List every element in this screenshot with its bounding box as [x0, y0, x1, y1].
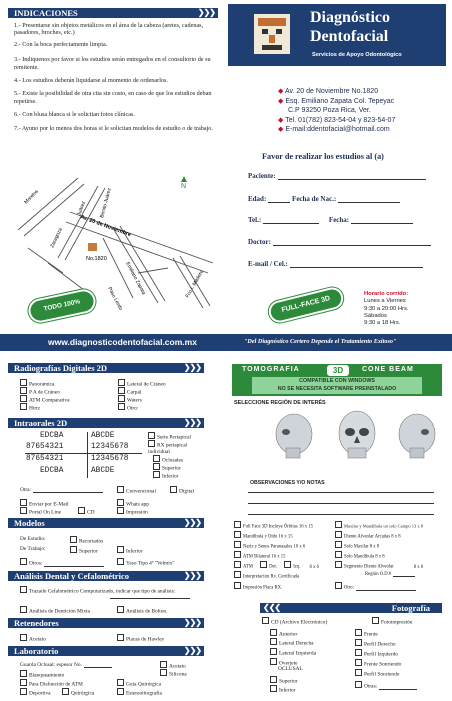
intra-digital[interactable]: Digital [170, 486, 194, 495]
tomo-interpretacion[interactable]: Interpretación Rx. Certificada [234, 571, 299, 580]
tomografia-label: TOMOGRAFIA [242, 366, 300, 373]
foto-cd[interactable]: CD (Archivo Electrónico) [262, 617, 327, 626]
radio-left-1[interactable]: P A de Cráneo [20, 387, 60, 396]
modelos-inferior[interactable]: Inferior [117, 546, 142, 555]
compat-box [252, 377, 422, 394]
checkbox[interactable] [335, 521, 342, 528]
indicaciones-title: INDICACIONES [14, 8, 78, 18]
paciente-field[interactable]: Paciente: [248, 171, 426, 180]
modelos-title-bar [8, 518, 204, 528]
foto-left-1[interactable]: Lateral Derecha [270, 638, 314, 647]
tomo-opt-right-1[interactable]: Diente Alveolar Arcadas 8 x 8 [335, 531, 401, 540]
skull-lateral-left-icon[interactable] [276, 414, 312, 458]
checkbox[interactable] [335, 561, 342, 568]
checkbox[interactable] [270, 629, 277, 636]
checkbox[interactable] [355, 659, 362, 666]
indicaciones-title-bar [8, 8, 218, 18]
checkbox[interactable] [20, 403, 27, 410]
checkbox[interactable] [118, 395, 125, 402]
checkbox[interactable] [335, 582, 342, 589]
analisis-title: Análisis Dental y Cefalométrico [14, 571, 129, 581]
intra-opt-oclusales[interactable]: Oclusales [153, 455, 183, 464]
compat-line2: NO SE NECESITA SOFTWARE PREINSTALADO [277, 385, 397, 392]
checkbox[interactable] [20, 558, 27, 565]
checkbox[interactable] [234, 551, 241, 558]
radiografias-title-bar [8, 363, 204, 373]
intra-convencional[interactable]: Convencional [117, 486, 156, 495]
foto-fotoimpresion[interactable]: Fotoimpresión [372, 617, 412, 626]
slogan: "Del Diagnóstico Certero Depende el Tratamiento Exitoso" [244, 338, 397, 345]
brand-name-line2: Dentofacial [310, 28, 389, 45]
indicacion-item: 1.- Presentarse sin objetos metálicos en el área de la cabeza (aretes, cadenas, pasadores, broches, etc.) [14, 22, 204, 37]
analisis-trazado[interactable]: Trazado Cefalométrico Computarizado, indicar que tipo de análisis: [20, 586, 180, 595]
lab-atm[interactable]: Para Disfunción de ATM [20, 679, 83, 688]
radio-right-1[interactable]: Carpal [118, 387, 141, 396]
arrows-icon: ❯❯❯ [183, 618, 201, 627]
contact-block [278, 87, 395, 135]
observaciones-line[interactable] [248, 503, 434, 504]
lab-blanqueamiento[interactable]: Blanqueamiento [20, 670, 64, 679]
intra-portal[interactable]: Portal On Line [20, 507, 61, 516]
checkbox[interactable] [20, 679, 27, 686]
footer-bar [0, 334, 452, 351]
teeth-numbers-lower-right[interactable]: 12345678 [91, 455, 129, 463]
checkbox[interactable] [117, 679, 124, 686]
checkbox[interactable] [20, 634, 27, 641]
foto-left-4: OCLUSAL [278, 666, 303, 672]
tomo-opt-atm[interactable]: ATM Der. Izq. 8 x 6 [234, 561, 319, 570]
modelos-superior[interactable]: Superior [70, 546, 98, 555]
modelos-estudio: De Estudio: [20, 536, 46, 542]
north-arrow-icon [181, 176, 187, 182]
skull-lateral-right-icon[interactable] [399, 414, 435, 458]
street-label: Fco I. Madero [184, 269, 206, 299]
intra-email[interactable]: Enviar por E-Mail [20, 499, 69, 508]
teeth-letters-lower-right[interactable]: ABCDE [91, 467, 115, 475]
website-link[interactable]: www.diagnosticodentofacial.com.mx [48, 337, 197, 347]
tomografia-3d-label: 3D [332, 366, 344, 375]
intra-opt-individual[interactable]: RX periapical individual [148, 440, 202, 455]
checkbox[interactable] [62, 688, 69, 695]
checkbox[interactable] [118, 403, 125, 410]
intraorales-title-bar [8, 418, 204, 428]
mask-logo-icon [252, 12, 292, 56]
horario-block [364, 291, 408, 327]
checkbox[interactable] [20, 387, 27, 394]
checkbox[interactable] [270, 648, 277, 655]
tomografia-3d-badge [327, 365, 349, 376]
tomo-region-od[interactable]: Región O.D.# [365, 571, 415, 577]
checkbox[interactable] [117, 634, 124, 641]
checkbox[interactable] [20, 670, 27, 677]
location-marker [88, 243, 97, 251]
foto-right-0[interactable]: Frente [355, 629, 378, 638]
north-label: N [181, 183, 187, 190]
foto-right-3[interactable]: Frente Sonriendo [355, 659, 401, 668]
modelos-recortados[interactable]: Recortados [70, 536, 103, 545]
checkbox[interactable] [78, 507, 85, 514]
cone-beam-label: CONE BEAM [362, 366, 414, 373]
checkbox[interactable] [355, 681, 362, 688]
observaciones-line[interactable] [248, 514, 434, 515]
contact-line: ◆ Tel. 01(782) 823-54-04 y 823-54-07 [278, 116, 396, 124]
checkbox[interactable] [234, 531, 241, 538]
street-label: Juárez [76, 200, 88, 217]
checkbox[interactable] [335, 541, 342, 548]
indicacion-item: 4.- Los estudios deberán liquidarse al momento de ordenarlos. [14, 77, 168, 85]
checkbox[interactable] [372, 617, 379, 624]
intraorales-title: Intraorales 2D [14, 418, 68, 428]
street-label: Av. 20 de Noviembre [79, 214, 132, 239]
checkbox[interactable] [170, 486, 177, 493]
intra-impresion[interactable]: Impresión [117, 507, 148, 516]
lab-acetato[interactable]: Acetato [160, 661, 186, 670]
intra-opt-inferior[interactable]: Inferior [153, 471, 178, 480]
indicaciones-list [14, 22, 214, 132]
retenedores-title: Retenedores [14, 618, 59, 628]
checkbox[interactable] [335, 531, 342, 538]
compat-line1: COMPATIBLE CON WINDOWS [299, 378, 375, 384]
radio-left-0[interactable]: Panorámica [20, 379, 54, 388]
tomografia-banner [232, 364, 442, 396]
modelos-title: Modelos [14, 518, 45, 528]
checkbox[interactable] [20, 395, 27, 402]
lab-quirurgica[interactable]: Quirúrgica [62, 688, 94, 697]
checkbox[interactable] [117, 546, 124, 553]
checkbox[interactable] [335, 551, 342, 558]
checkbox[interactable] [355, 669, 362, 676]
observaciones-label: OBSERVACIONES Y/O NOTAS [250, 480, 325, 486]
skull-diagram[interactable] [272, 408, 444, 470]
arrows-icon: ❯❯❯ [183, 418, 201, 427]
checkbox[interactable] [117, 688, 124, 695]
radio-right-2[interactable]: Waters [118, 395, 142, 404]
checkbox[interactable] [117, 486, 124, 493]
checkbox[interactable] [234, 521, 241, 528]
checkbox[interactable] [117, 507, 124, 514]
foto-right-1[interactable]: Perfil Derecho [355, 639, 396, 648]
teeth-numbers-lower-left[interactable]: 87654321 [26, 455, 64, 463]
teeth-letters-lower-left[interactable]: EDCBA [40, 467, 64, 475]
tomo-opt-right-0[interactable]: Maxilar y Mandíbula un solo Campo 13 x 8 [335, 521, 423, 529]
checkbox[interactable] [234, 571, 241, 578]
foto-left-5[interactable]: Superior [270, 676, 298, 685]
intra-opt-superior[interactable]: Superior [153, 463, 181, 472]
indicacion-item: 3.- Indiquenos por favor si los estudios serán entregados en el consultorio de su remitente. [14, 56, 211, 71]
checkbox[interactable] [234, 541, 241, 548]
radio-left-3[interactable]: Hirtz [20, 403, 40, 412]
analisis-denticion[interactable]: Análisis de Dentición Mixta [20, 606, 90, 615]
contact-line: ◆ Esq. Emiliano Zapata Col. Tepeyac [278, 97, 395, 105]
checkbox[interactable] [270, 638, 277, 645]
checkbox[interactable] [270, 685, 277, 692]
checkbox[interactable] [20, 507, 27, 514]
observaciones-line[interactable] [248, 492, 434, 493]
lab-silicona[interactable]: Silicona [160, 669, 187, 678]
checkbox[interactable] [153, 455, 160, 462]
checkbox[interactable] [284, 561, 291, 568]
horario-line: Lunes a Viernes [364, 298, 406, 305]
retenedores-hawley[interactable]: Placas de Hawley [117, 634, 164, 643]
horario-title: Horario corrido: [364, 291, 409, 297]
brand-name-line1: Diagnóstico [310, 9, 390, 26]
logo-banner [228, 4, 446, 66]
checkbox[interactable] [20, 586, 27, 593]
retenedores-title-bar [8, 618, 204, 628]
contact-line: C.P 93250 Poza Rica, Ver. [288, 107, 371, 115]
teeth-numbers-upper-right[interactable]: 12345678 [91, 443, 129, 451]
checkbox[interactable] [160, 661, 167, 668]
indicacion-item: 7.- Ayuno por lo menos dos horas si le solicitan modelos de estudio o de trabajo. [14, 124, 213, 132]
tomo-otro[interactable]: Otro: [335, 582, 416, 591]
tomo-opt-left-2[interactable]: Nariz y Senos Paranasales 10 x 6 [234, 541, 305, 550]
lab-guarda[interactable]: Guarda Oclusal: espesor No. [20, 661, 112, 668]
horario-line: 9:30 a 20:00 Hrs. [364, 305, 409, 312]
checkbox[interactable] [148, 432, 155, 439]
indicacion-item: 5.- Existe la posibilidad de otra cita sin costo, en caso de que los estudios deban repetirse. [14, 90, 212, 105]
horario-line: 9:30 a 18 Hrs. [364, 320, 401, 327]
checkbox[interactable] [260, 561, 267, 568]
checkbox[interactable] [160, 669, 167, 676]
brand-tagline: Servicios de Apoyo Odontológico [312, 52, 402, 58]
teeth-divider [25, 453, 142, 454]
fotografia-title-bar [260, 603, 442, 613]
arrows-icon: ❮❮❮ [263, 603, 281, 612]
street-label: Benito Juárez [99, 187, 113, 219]
analisis-bolton[interactable]: Análisis de Bolton. [117, 606, 167, 615]
edad-field[interactable]: Edad: Fecha de Nac.: [248, 194, 400, 203]
digital-badge-label: TODO 100% DIGITAL [43, 298, 81, 332]
retenedores-acetato[interactable]: Acetato [20, 634, 46, 643]
fotografia-title: Fotografía [391, 603, 430, 613]
intra-otra[interactable]: Otra: [20, 486, 103, 493]
arrows-icon: ❯❯❯ [183, 363, 201, 372]
contact-line: ◆ Av. 20 de Noviembre No.1820 [278, 88, 379, 95]
tomo-impresion[interactable]: Impresión Placa RX. [234, 582, 282, 591]
checkbox[interactable] [153, 463, 160, 470]
checkbox[interactable] [20, 379, 27, 386]
skull-frontal-icon[interactable] [339, 411, 375, 458]
checkbox[interactable] [117, 558, 124, 565]
foto-right-2[interactable]: Perfil Izquierdo [355, 649, 398, 658]
tomo-opt-left-0[interactable]: Full Face 3D Incluye Órbitas 16 x 15 [234, 521, 313, 530]
checkbox[interactable] [270, 658, 277, 665]
foto-right-4[interactable]: Perfil Sonriendo [355, 669, 399, 678]
arrows-icon: ❯❯❯ [197, 8, 215, 17]
lab-estereo[interactable]: Estereolitografía [117, 688, 162, 697]
tomo-opt-left-3[interactable]: ATM Bilateral 16 x 15 [234, 551, 285, 560]
modelos-otros[interactable]: Otros: [20, 558, 104, 567]
checkbox[interactable] [70, 546, 77, 553]
location-map [8, 168, 223, 320]
teeth-letters-upper-right[interactable]: ABCDE [91, 432, 115, 440]
checkbox[interactable] [20, 688, 27, 695]
checkbox[interactable] [355, 639, 362, 646]
laboratorio-title-bar [8, 646, 204, 656]
lab-guia[interactable]: Guía Quirúrgica [117, 679, 161, 688]
horario-line: Sábados [364, 312, 387, 319]
street-label: Paso Lerdo [106, 286, 124, 312]
checkbox[interactable] [117, 606, 124, 613]
arrows-icon: ❯❯❯ [183, 646, 201, 655]
analisis-title-bar [8, 571, 204, 581]
checkbox[interactable] [70, 536, 77, 543]
tomo-opt-right-2[interactable]: Solo Maxilar 8 x 8 [335, 541, 379, 550]
region-label: SELECCIONE REGIÓN DE INTERÉS [234, 400, 326, 406]
teeth-letters-upper-left[interactable]: EDCBA [40, 432, 64, 440]
checkbox[interactable] [355, 649, 362, 656]
checkbox[interactable] [118, 387, 125, 394]
email-cel-field[interactable]: E-mail / Cel.: [248, 259, 423, 268]
checkbox[interactable] [355, 629, 362, 636]
foto-left-0[interactable]: Anterior [270, 629, 297, 638]
indicacion-item: 6.- Con blusa blanca si le solicitan fotos clínicas. [14, 111, 135, 119]
foto-left-3[interactable]: Overjete [270, 658, 298, 667]
analisis-line [110, 598, 190, 599]
intra-whatsapp[interactable]: Whats app [117, 499, 149, 508]
checkbox[interactable] [117, 499, 124, 506]
place-label: No.1820 [86, 256, 107, 262]
fullface-badge-label: FULL-FACE 3D [280, 295, 331, 314]
arrows-icon: ❯❯❯ [183, 571, 201, 580]
fullface-badge [269, 288, 343, 323]
arrows-icon: ❯❯❯ [183, 518, 201, 527]
checkbox[interactable] [234, 582, 241, 589]
foto-left-2[interactable]: Lateral Izquierda [270, 648, 316, 657]
intra-opt-serie[interactable]: Serie Periapical [148, 432, 191, 441]
tomo-opt-right-3[interactable]: Solo Mandíbula 8 x 8 [335, 551, 385, 560]
tomo-segmento[interactable]: Segmento Diente Alveolar 8 x 8 [335, 561, 423, 570]
foto-right-5[interactable]: Otras: [355, 681, 417, 690]
intra-cd[interactable]: CD [78, 507, 95, 516]
modelos-trabajo: De Trabajo: [20, 546, 46, 552]
radio-right-3[interactable]: Otro: [118, 403, 138, 412]
teeth-divider-vertical [87, 432, 88, 478]
checkbox[interactable] [20, 606, 27, 613]
radio-right-0[interactable]: Lateral de Cráneo [118, 379, 166, 388]
checkbox[interactable] [234, 561, 241, 568]
street-label: Morelos [23, 188, 40, 206]
form-heading: Favor de realizar los estudios al (a) [262, 152, 384, 161]
checkbox[interactable] [262, 617, 269, 624]
checkbox[interactable] [118, 379, 125, 386]
radio-left-2[interactable]: ATM Comparativa [20, 395, 70, 404]
checkbox[interactable] [153, 471, 160, 478]
doctor-field[interactable]: Doctor: [248, 237, 431, 246]
radiografias-title: Radiografías Digitales 2D [14, 363, 108, 373]
street-label: Zaragoza [49, 227, 64, 249]
teeth-numbers-upper-left[interactable]: 87654321 [26, 443, 64, 451]
indicacion-item: 2.- Con la boca perfectamente limpia. [14, 40, 108, 48]
street-label: Emiliano Zapata [124, 261, 147, 296]
checkbox[interactable] [270, 676, 277, 683]
foto-left-6[interactable]: Inferior [270, 685, 295, 694]
lab-deportiva[interactable]: Deportiva [20, 688, 51, 697]
tel-field[interactable]: Tel.: Fecha: [248, 215, 413, 224]
checkbox[interactable] [20, 499, 27, 506]
modelos-yeso[interactable]: Yeso Tipo 4ª "Velmix" [117, 558, 175, 567]
laboratorio-title: Laboratorio [14, 646, 59, 656]
contact-line: ◆ E-mail:ddentofacial@hotmail.com [278, 126, 390, 134]
checkbox[interactable] [148, 440, 155, 447]
tomo-opt-left-1[interactable]: Mandíbula y Oído 16 x 15 [234, 531, 293, 540]
